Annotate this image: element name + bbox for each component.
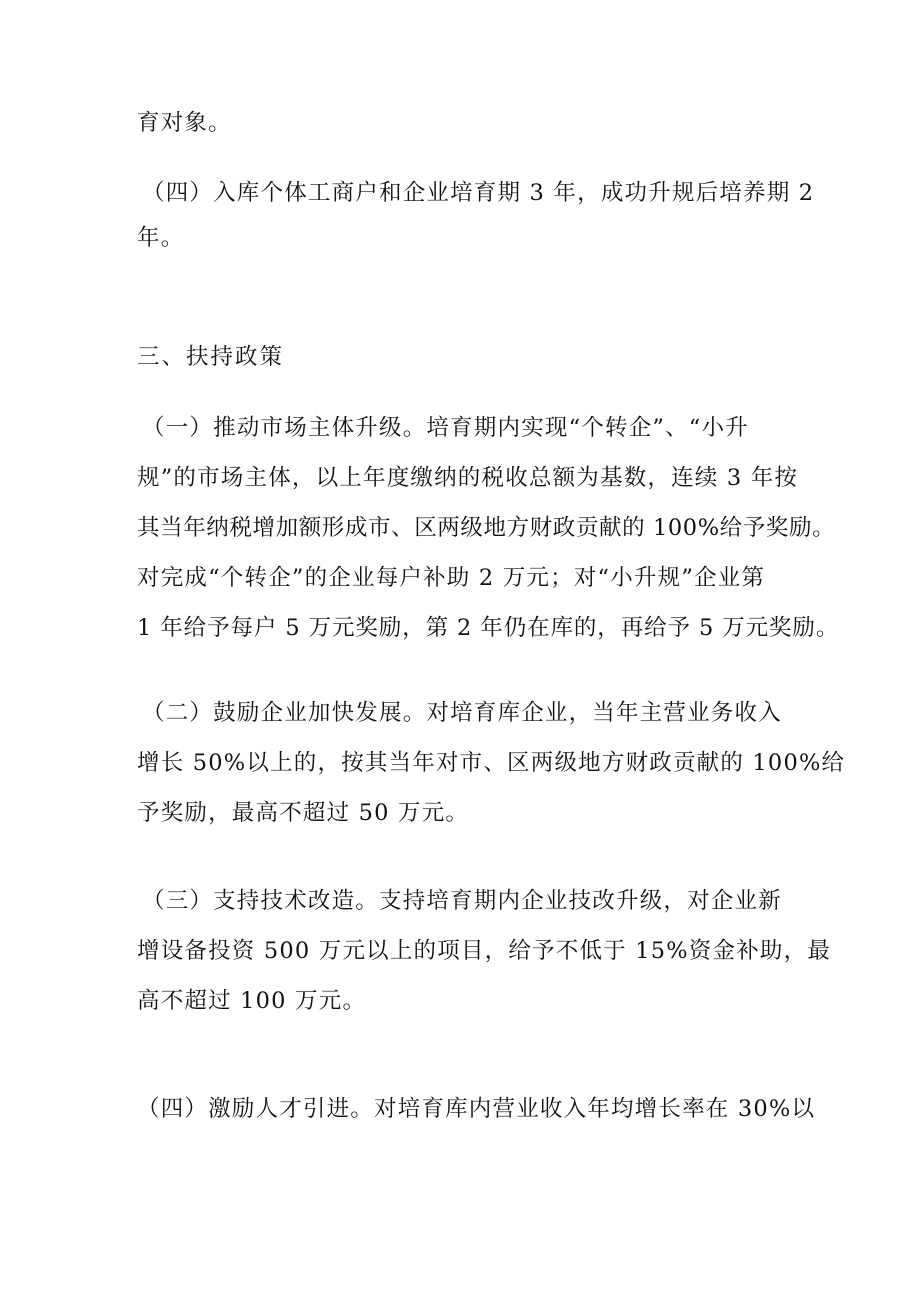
paragraph-line: （一）推动市场主体升级。培育期内实现“个转企”、“小升	[142, 415, 749, 441]
paragraph-line: 增长 50%以上的，按其当年对市、区两级地方财政贡献的 100%给	[137, 750, 846, 776]
paragraph-line: 对完成“个转企”的企业每户补助 2 万元；对“小升规”企业第	[137, 565, 766, 591]
paragraph-line: 1 年给予每户 5 万元奖励，第 2 年仍在库的，再给予 5 万元奖励。	[137, 615, 840, 641]
paragraph-line: （四）入库个体工商户和企业培育期 3 年，成功升规后培养期 2	[142, 180, 815, 206]
paragraph-line: 高不超过 100 万元。	[137, 988, 367, 1014]
paragraph-line: 育对象。	[137, 110, 232, 136]
paragraph-line: （二）鼓励企业加快发展。对培育库企业，当年主营业务收入	[142, 700, 782, 726]
paragraph-line: 增设备投资 500 万元以上的项目，给予不低于 15%资金补助，最	[137, 938, 832, 964]
paragraph-line: 规”的市场主体，以上年度缴纳的税收总额为基数，连续 3 年按	[137, 465, 799, 491]
paragraph-line: 其当年纳税增加额形成市、区两级地方财政贡献的 100%给予奖励。	[137, 515, 836, 541]
paragraph-line: 予奖励，最高不超过 50 万元。	[137, 800, 470, 826]
section-heading: 三、扶持政策	[137, 344, 285, 370]
paragraph-line: （四）激励人才引进。对培育库内营业收入年均增长率在 30%以	[137, 1096, 816, 1122]
paragraph-line: （三）支持技术改造。支持培育期内企业技改升级，对企业新	[142, 888, 782, 914]
paragraph-line: 年。	[137, 225, 185, 251]
